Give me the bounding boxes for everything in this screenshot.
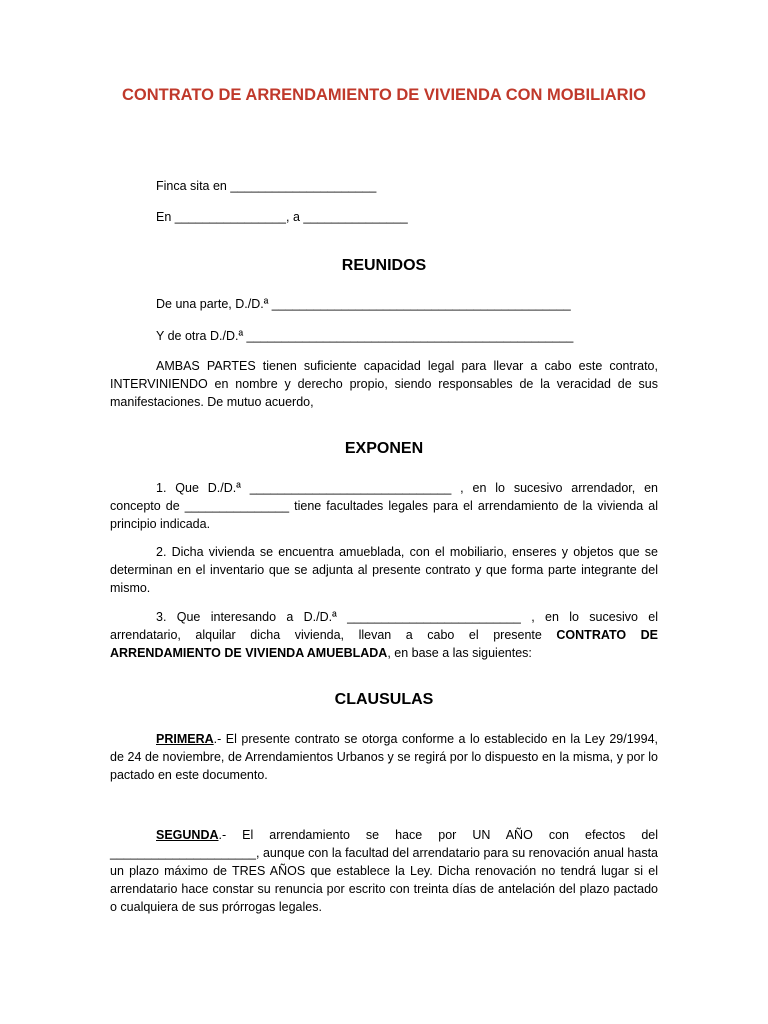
ambas-partes-text: AMBAS PARTES tienen suficiente capacidad legal para llevar a cabo este contrato, INTERVINIENDO en nombre y derecho propio, siendo responsables de la veracidad de sus manifestaciones. De mutuo acuerdo, (110, 359, 658, 409)
clausula-primera-text: .- El presente contrato se otorga conforme a lo establecido en la Ley 29/1994, de 24 de noviembre, de Arrendamientos Urbanos y se regirá por lo dispuesto en la misma, y por lo pactado en este documento. (110, 732, 658, 782)
document-title: CONTRATO DE ARRENDAMIENTO DE VIVIENDA CON MOBILIARIO (121, 86, 647, 104)
lugar-fecha-line: En ________________, a _______________ (156, 210, 408, 224)
parte1-line: De una parte, D./D.ª ___________________________________________ (156, 297, 571, 311)
clausula-primera-label: PRIMERA (156, 732, 214, 746)
clausula-segunda-text: .- El arrendamiento se hace por UN AÑO con efectos del _____________________, aunque con la facultad del arrendatario para su renovación anual hasta un plazo máximo de TRES AÑOS que establece la Ley. Dicha renovación no tendrá lugar si el arrendatario hace constar su renuncia por escrito con treinta días de antelación del plazo pactado o cualquiera de sus prórrogas legales. (110, 828, 658, 914)
heading-exponen: EXPONEN (344, 440, 424, 457)
exponen-item-2-text: 2. Dicha vivienda se encuentra amueblada, con el mobiliario, enseres y objetos que se determinan en el inventario que se adjunta al presente contrato y que forma parte integrante del mismo. (110, 545, 658, 595)
exponen-item-3-bold: CONTRATO DE ARRENDAMIENTO DE VIVIENDA AMUEBLADA (110, 628, 658, 660)
parte2-line: Y de otra D./D.ª _______________________________________________ (156, 329, 574, 343)
clausula-segunda-label: SEGUNDA (156, 828, 219, 842)
exponen-item-2 (110, 543, 658, 597)
exponen-item-3-end: , en base a las siguientes: (387, 646, 532, 660)
clausula-primera (110, 730, 658, 784)
finca-line: Finca sita en _____________________ (156, 179, 377, 193)
exponen-item-3-start: 3. Que interesando a D./D.ª _________________________ , en lo sucesivo el arrendatario, alquilar dicha vivienda, llevan a cabo el presente (110, 610, 658, 642)
heading-clausulas: CLAUSULAS (334, 691, 434, 708)
exponen-item-3 (110, 608, 658, 662)
clausula-segunda (110, 826, 658, 916)
heading-reunidos: REUNIDOS (341, 257, 427, 274)
ambas-partes-paragraph (110, 357, 658, 411)
exponen-item-1 (110, 479, 658, 533)
exponen-item-1-text: 1. Que D./D.ª _____________________________ , en lo sucesivo arrendador, en concepto de _______________ tiene facultades legales para el arrendamiento de la vivienda al principio indicada. (110, 481, 658, 531)
